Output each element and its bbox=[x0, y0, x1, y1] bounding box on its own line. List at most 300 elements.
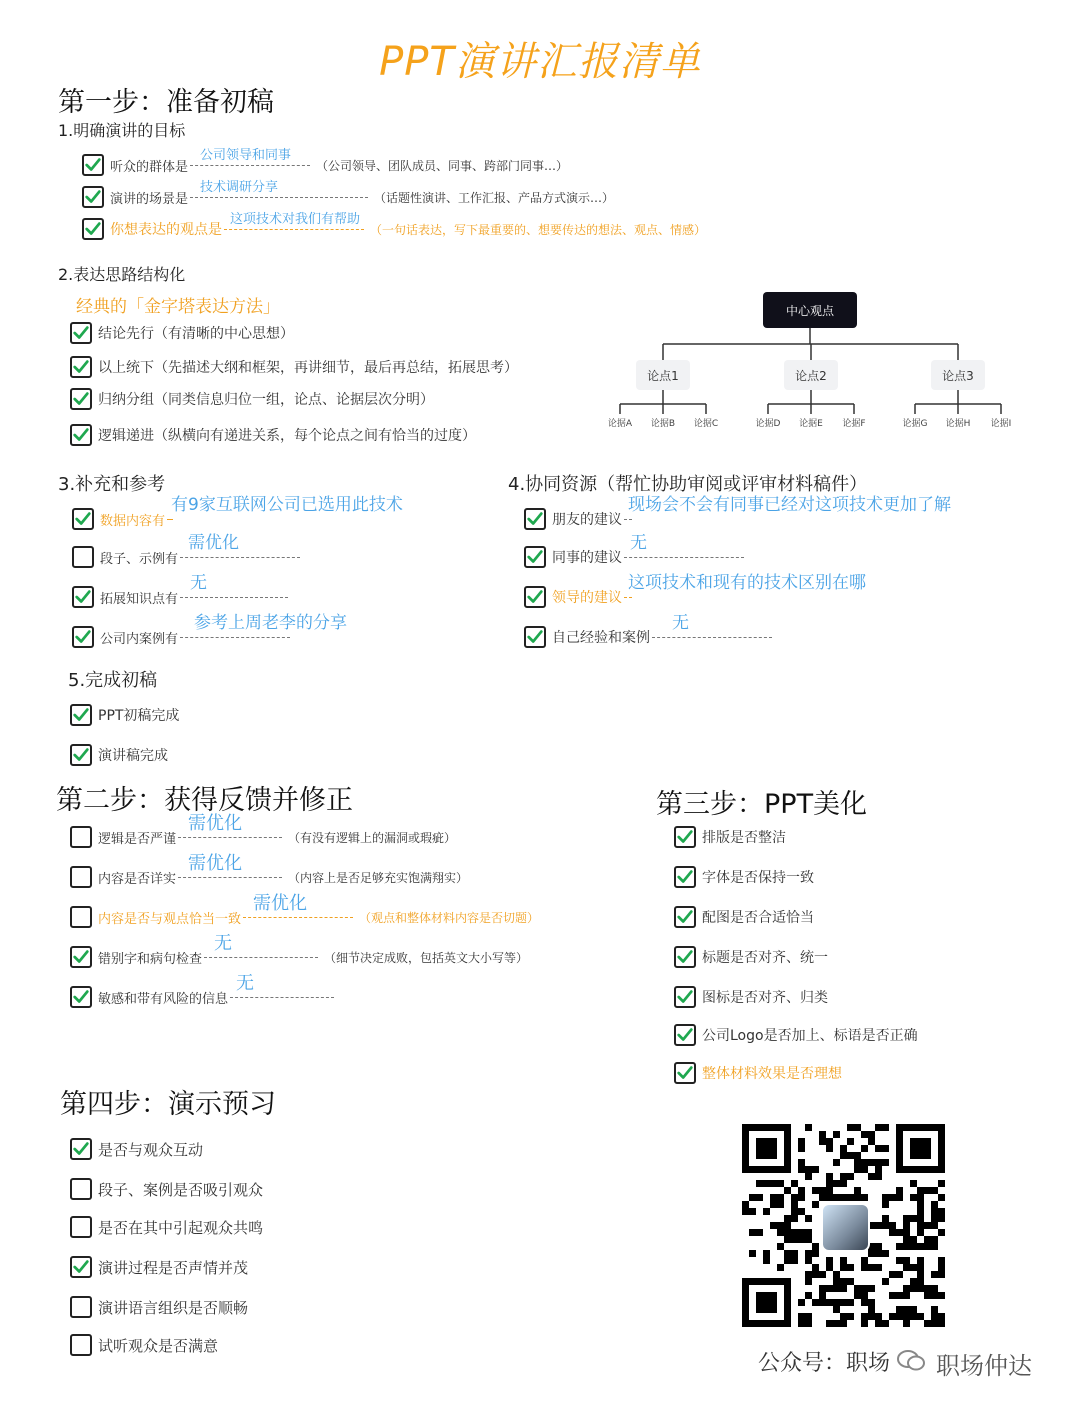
checklist-label: 以上统下（先描述大纲和框架，再讲细节，最后再总结，拓展思考） bbox=[98, 360, 518, 376]
qr-module bbox=[756, 1180, 763, 1187]
qr-module bbox=[917, 1194, 924, 1201]
qr-module bbox=[791, 1208, 798, 1215]
qr-module bbox=[910, 1236, 917, 1243]
qr-module bbox=[861, 1166, 868, 1173]
step4-heading: 第四步：演示预习 bbox=[60, 1089, 276, 1120]
qr-module bbox=[840, 1278, 847, 1285]
checked-checkbox[interactable] bbox=[674, 906, 696, 928]
check-mark-icon bbox=[72, 357, 90, 377]
qr-module bbox=[903, 1320, 910, 1327]
qr-module bbox=[903, 1222, 910, 1229]
qr-module bbox=[861, 1313, 868, 1320]
check-mark-icon bbox=[84, 187, 102, 207]
qr-module bbox=[917, 1222, 924, 1229]
checked-checkbox[interactable] bbox=[70, 322, 92, 344]
qr-module bbox=[896, 1257, 903, 1264]
qr-module bbox=[924, 1320, 931, 1327]
qr-module bbox=[819, 1138, 826, 1145]
checked-checkbox[interactable] bbox=[524, 546, 546, 568]
qr-module bbox=[882, 1215, 889, 1222]
checklist-label: 结论先行（有清晰的中心思想） bbox=[98, 326, 294, 342]
unchecked-checkbox[interactable] bbox=[70, 1296, 92, 1318]
qr-module bbox=[819, 1194, 826, 1201]
qr-module bbox=[917, 1243, 924, 1250]
qr-module bbox=[784, 1222, 791, 1229]
qr-module bbox=[896, 1306, 903, 1313]
qr-module bbox=[763, 1208, 770, 1215]
checklist-row bbox=[70, 1296, 248, 1318]
checklist-row bbox=[674, 866, 814, 888]
qr-module bbox=[910, 1138, 931, 1159]
qr-module bbox=[938, 1320, 945, 1327]
qr-module bbox=[917, 1313, 924, 1320]
fill-in-line bbox=[180, 573, 288, 598]
evidence-leaf: 论据E bbox=[799, 419, 823, 429]
checklist-label: 你想表达的观点是 bbox=[110, 222, 222, 238]
qr-module bbox=[854, 1285, 861, 1292]
handwritten-note: 需优化 bbox=[188, 533, 240, 553]
evidence-leaf: 论据C bbox=[693, 419, 719, 429]
qr-module bbox=[875, 1145, 882, 1152]
qr-module bbox=[826, 1320, 833, 1327]
qr-module bbox=[868, 1285, 875, 1292]
check-mark-icon bbox=[84, 155, 102, 175]
fill-in-line bbox=[178, 813, 282, 838]
check-mark-icon bbox=[72, 1257, 90, 1277]
checklist-row bbox=[674, 1062, 842, 1084]
checklist-row bbox=[70, 1256, 248, 1278]
checked-checkbox[interactable] bbox=[82, 186, 104, 208]
qr-module bbox=[875, 1173, 882, 1180]
qr-module bbox=[805, 1124, 812, 1131]
checked-checkbox[interactable] bbox=[674, 1062, 696, 1084]
check-mark-icon bbox=[72, 987, 90, 1007]
checklist-label: 领导的建议 bbox=[552, 590, 622, 606]
s4-heading: 4.协同资源（帮忙协助审阅或评审材料稿件） bbox=[508, 474, 868, 495]
qr-module bbox=[756, 1292, 777, 1313]
fill-in-line bbox=[178, 853, 282, 878]
qr-module bbox=[784, 1187, 791, 1194]
checklist-row bbox=[82, 180, 615, 208]
qr-module bbox=[805, 1257, 812, 1264]
checklist-row bbox=[70, 813, 457, 848]
qr-module bbox=[840, 1313, 847, 1320]
checklist-row bbox=[82, 212, 707, 240]
qr-module bbox=[882, 1250, 889, 1257]
checked-checkbox[interactable] bbox=[82, 218, 104, 240]
qr-module bbox=[931, 1187, 938, 1194]
qr-module bbox=[931, 1306, 938, 1313]
qr-module bbox=[896, 1271, 903, 1278]
qr-module bbox=[938, 1313, 945, 1320]
qr-module bbox=[847, 1124, 854, 1131]
qr-module bbox=[931, 1215, 938, 1222]
qr-module bbox=[777, 1194, 784, 1201]
checked-checkbox[interactable] bbox=[70, 388, 92, 410]
qr-module bbox=[931, 1285, 938, 1292]
unchecked-checkbox[interactable] bbox=[70, 826, 92, 848]
checklist-row bbox=[70, 1138, 203, 1160]
qr-module bbox=[847, 1173, 854, 1180]
qr-module bbox=[861, 1264, 868, 1271]
qr-module bbox=[917, 1215, 924, 1222]
qr-module bbox=[826, 1180, 833, 1187]
checked-checkbox[interactable] bbox=[82, 154, 104, 176]
qr-module bbox=[798, 1313, 805, 1320]
qr-module bbox=[938, 1215, 945, 1222]
checklist-label: 朋友的建议 bbox=[552, 512, 622, 528]
fill-in-line bbox=[230, 973, 334, 998]
hint-text: （一句话表达，写下最重要的、想要传达的想法、观点、情感） bbox=[370, 222, 707, 237]
qr-module bbox=[882, 1124, 889, 1131]
checklist-row bbox=[70, 933, 529, 968]
checklist-label: 公司Logo是否加上、标语是否正确 bbox=[702, 1028, 918, 1044]
qr-module bbox=[819, 1187, 826, 1194]
checklist-label: 归纳分组（同类信息归位一组，论点、论据层次分明） bbox=[98, 392, 434, 408]
qr-module bbox=[784, 1257, 791, 1264]
qr-module bbox=[826, 1264, 833, 1271]
checklist-row bbox=[70, 1334, 218, 1356]
qr-module bbox=[896, 1194, 903, 1201]
qr-module bbox=[861, 1145, 868, 1152]
evidence-leaf: 论据I bbox=[990, 419, 1012, 429]
unchecked-checkbox[interactable] bbox=[70, 1216, 92, 1238]
check-mark-icon bbox=[526, 509, 544, 529]
qr-module bbox=[938, 1208, 945, 1215]
qr-module bbox=[749, 1250, 756, 1257]
qr-module bbox=[868, 1131, 875, 1138]
hint-text: （话题性演讲、工作汇报、产品方式演示…） bbox=[374, 190, 615, 205]
checked-checkbox[interactable] bbox=[70, 1138, 92, 1160]
qr-module bbox=[840, 1264, 847, 1271]
fill-in-line bbox=[243, 893, 353, 918]
checked-checkbox[interactable] bbox=[70, 1256, 92, 1278]
qr-module bbox=[840, 1257, 847, 1264]
checked-checkbox[interactable] bbox=[674, 866, 696, 888]
qr-module bbox=[840, 1145, 847, 1152]
qr-module bbox=[889, 1313, 896, 1320]
qr-module bbox=[924, 1187, 931, 1194]
qr-module bbox=[826, 1173, 833, 1180]
qr-module bbox=[917, 1278, 924, 1285]
qr-module bbox=[917, 1271, 924, 1278]
checklist-row bbox=[70, 704, 179, 726]
qr-module bbox=[861, 1194, 868, 1201]
qr-module bbox=[826, 1285, 833, 1292]
unchecked-checkbox[interactable] bbox=[70, 906, 92, 928]
qr-module bbox=[868, 1250, 875, 1257]
qr-module bbox=[882, 1222, 889, 1229]
qr-module bbox=[861, 1159, 868, 1166]
qr-module bbox=[931, 1292, 938, 1299]
qr-module bbox=[875, 1159, 882, 1166]
qr-module bbox=[889, 1194, 896, 1201]
check-mark-icon bbox=[526, 627, 544, 647]
checked-checkbox[interactable] bbox=[524, 626, 546, 648]
checklist-row bbox=[524, 613, 774, 648]
qr-module bbox=[833, 1131, 840, 1138]
qr-module bbox=[819, 1131, 826, 1138]
qr-module bbox=[938, 1180, 945, 1187]
handwritten-note: 需优化 bbox=[253, 893, 308, 914]
pyramid-diagram bbox=[600, 290, 1020, 440]
qr-module bbox=[896, 1313, 903, 1320]
s2-heading: 2.表达思路结构化 bbox=[58, 265, 186, 284]
checklist-label: 自己经验和案例 bbox=[552, 630, 650, 646]
checklist-row bbox=[70, 356, 518, 378]
checklist-label: 拓展知识点有 bbox=[100, 591, 179, 607]
qr-module bbox=[819, 1271, 826, 1278]
checklist-row bbox=[70, 853, 469, 888]
qr-module bbox=[812, 1250, 819, 1257]
checklist-row bbox=[70, 893, 540, 928]
qr-module bbox=[798, 1299, 805, 1306]
qr-module bbox=[868, 1138, 875, 1145]
argument-node: 论点2 bbox=[784, 360, 838, 390]
checked-checkbox[interactable] bbox=[524, 586, 546, 608]
qr-module bbox=[819, 1285, 826, 1292]
fill-in-line bbox=[624, 573, 866, 598]
s1-heading: 1.明确演讲的目标 bbox=[58, 121, 186, 140]
qr-module bbox=[889, 1292, 896, 1299]
qr-module bbox=[903, 1313, 910, 1320]
qr-module bbox=[917, 1187, 924, 1194]
qr-module bbox=[791, 1257, 798, 1264]
qr-module bbox=[840, 1152, 847, 1159]
qr-module bbox=[924, 1292, 931, 1299]
check-mark-icon bbox=[676, 947, 694, 967]
qr-module bbox=[812, 1264, 819, 1271]
qr-module bbox=[805, 1236, 812, 1243]
qr-module bbox=[805, 1173, 812, 1180]
qr-module bbox=[812, 1243, 819, 1250]
fill-in-line bbox=[624, 495, 951, 520]
qr-module bbox=[917, 1201, 924, 1208]
qr-module bbox=[833, 1194, 840, 1201]
avatar bbox=[821, 1203, 870, 1252]
qr-module bbox=[903, 1292, 910, 1299]
qr-module bbox=[868, 1299, 875, 1306]
check-mark-icon bbox=[74, 627, 92, 647]
qr-module bbox=[798, 1138, 805, 1145]
qr-module bbox=[938, 1194, 945, 1201]
qr-module bbox=[833, 1299, 840, 1306]
handwritten-note: 无 bbox=[672, 613, 689, 633]
qr-module bbox=[896, 1292, 903, 1299]
argument-node: 论点1 bbox=[636, 360, 690, 390]
qr-module bbox=[896, 1187, 903, 1194]
qr-module bbox=[861, 1299, 868, 1306]
qr-module bbox=[889, 1229, 896, 1236]
checklist-label: 内容是否详实 bbox=[98, 871, 177, 887]
qr-module bbox=[833, 1306, 840, 1313]
handwritten-note: 无 bbox=[190, 573, 208, 593]
checklist-label: 错别字和病句检查 bbox=[98, 951, 203, 967]
qr-module bbox=[840, 1299, 847, 1306]
evidence-leaf: 论据H bbox=[945, 419, 971, 429]
qr-module bbox=[756, 1138, 777, 1159]
check-mark-icon bbox=[676, 907, 694, 927]
handwritten-note: 需优化 bbox=[188, 853, 243, 874]
checklist-row bbox=[70, 388, 434, 410]
check-mark-icon bbox=[676, 1025, 694, 1045]
unchecked-checkbox[interactable] bbox=[72, 546, 94, 568]
qr-module bbox=[910, 1285, 917, 1292]
qr-module bbox=[910, 1306, 917, 1313]
qr-module bbox=[805, 1278, 812, 1285]
checklist-row bbox=[674, 986, 828, 1008]
qr-module bbox=[826, 1257, 833, 1264]
evidence-leaf: 论据F bbox=[842, 419, 866, 429]
step1-heading: 第一步：准备初稿 bbox=[58, 87, 274, 118]
qr-module bbox=[819, 1292, 826, 1299]
checklist-label: 演讲的场景是 bbox=[110, 191, 189, 207]
unchecked-checkbox[interactable] bbox=[70, 1178, 92, 1200]
fill-in-line bbox=[204, 933, 318, 958]
checked-checkbox[interactable] bbox=[72, 586, 94, 608]
qr-module bbox=[938, 1264, 945, 1271]
qr-module bbox=[791, 1180, 798, 1187]
checklist-row bbox=[70, 322, 294, 344]
check-mark-icon bbox=[72, 705, 90, 725]
qr-module bbox=[931, 1222, 938, 1229]
handwritten-note: 这项技术和现有的技术区别在哪 bbox=[628, 573, 866, 593]
qr-module bbox=[917, 1208, 924, 1215]
checklist-label: 字体是否保持一致 bbox=[702, 870, 814, 886]
check-mark-icon bbox=[72, 745, 90, 765]
checklist-label: 演讲过程是否声情并茂 bbox=[98, 1258, 249, 1277]
qr-module bbox=[854, 1152, 861, 1159]
check-mark-icon bbox=[84, 219, 102, 239]
checked-checkbox[interactable] bbox=[70, 424, 92, 446]
checked-checkbox[interactable] bbox=[524, 508, 546, 530]
qr-module bbox=[896, 1243, 903, 1250]
qr-module bbox=[924, 1243, 931, 1250]
check-mark-icon bbox=[526, 547, 544, 567]
checklist-label: 同事的建议 bbox=[552, 550, 622, 566]
qr-module bbox=[889, 1222, 896, 1229]
qr-module bbox=[875, 1313, 882, 1320]
check-mark-icon bbox=[72, 947, 90, 967]
qr-module bbox=[847, 1313, 854, 1320]
unchecked-checkbox[interactable] bbox=[70, 1334, 92, 1356]
checked-checkbox[interactable] bbox=[72, 626, 94, 648]
qr-code bbox=[742, 1124, 954, 1330]
qr-module bbox=[812, 1166, 819, 1173]
qr-module bbox=[931, 1271, 938, 1278]
check-mark-icon bbox=[74, 587, 92, 607]
qr-module bbox=[805, 1292, 812, 1299]
qr-module bbox=[847, 1194, 854, 1201]
watermark: 职场仲达 bbox=[936, 1352, 1032, 1380]
checked-checkbox[interactable] bbox=[70, 704, 92, 726]
checklist-row bbox=[524, 495, 951, 530]
checked-checkbox[interactable] bbox=[674, 986, 696, 1008]
qr-module bbox=[840, 1173, 847, 1180]
handwritten-note: 无 bbox=[214, 933, 233, 954]
qr-module bbox=[833, 1271, 840, 1278]
wechat-icon bbox=[896, 1348, 926, 1372]
hint-text: （内容上是否足够充实饱满翔实） bbox=[288, 870, 469, 885]
checklist-row bbox=[524, 533, 746, 568]
checked-checkbox[interactable] bbox=[70, 946, 92, 968]
qr-module bbox=[777, 1201, 784, 1208]
qr-module bbox=[770, 1194, 777, 1201]
checklist-row bbox=[72, 533, 302, 568]
s2-subheading: 经典的「金字塔表达方法」 bbox=[76, 297, 280, 317]
step2-heading: 第二步：获得反馈并修正 bbox=[56, 785, 353, 816]
checklist-label: 试听观众是否满意 bbox=[98, 1336, 219, 1355]
qr-module bbox=[791, 1236, 798, 1243]
qr-module bbox=[805, 1215, 812, 1222]
qr-module bbox=[798, 1145, 805, 1152]
qr-module bbox=[749, 1194, 756, 1201]
checked-checkbox[interactable] bbox=[70, 744, 92, 766]
qr-module bbox=[784, 1229, 791, 1236]
checked-checkbox[interactable] bbox=[70, 356, 92, 378]
evidence-leaf: 论据A bbox=[607, 419, 633, 429]
check-mark-icon bbox=[676, 987, 694, 1007]
qr-module bbox=[882, 1201, 889, 1208]
check-mark-icon bbox=[676, 827, 694, 847]
qr-module bbox=[805, 1166, 812, 1173]
checked-checkbox[interactable] bbox=[674, 946, 696, 968]
checklist-label: 逻辑是否严谨 bbox=[98, 831, 177, 847]
qr-module bbox=[840, 1180, 847, 1187]
qr-module bbox=[903, 1229, 910, 1236]
checklist-label: 整体材料效果是否理想 bbox=[702, 1066, 842, 1082]
qr-module bbox=[910, 1264, 917, 1271]
fill-in-line bbox=[167, 495, 403, 520]
checked-checkbox[interactable] bbox=[674, 826, 696, 848]
unchecked-checkbox[interactable] bbox=[70, 866, 92, 888]
checklist-label: 公司内案例有 bbox=[100, 631, 179, 647]
checklist-row bbox=[70, 424, 476, 446]
qr-module bbox=[847, 1152, 854, 1159]
qr-module bbox=[903, 1264, 910, 1271]
s5-heading: 5.完成初稿 bbox=[68, 670, 158, 691]
checked-checkbox[interactable] bbox=[70, 986, 92, 1008]
checklist-row bbox=[674, 1024, 918, 1046]
checked-checkbox[interactable] bbox=[674, 1024, 696, 1046]
qr-module bbox=[833, 1180, 840, 1187]
check-mark-icon bbox=[74, 509, 92, 529]
qr-module bbox=[917, 1285, 924, 1292]
qr-module bbox=[882, 1159, 889, 1166]
qr-module bbox=[826, 1299, 833, 1306]
qr-module bbox=[847, 1138, 854, 1145]
fill-in-line bbox=[652, 613, 772, 638]
qr-module bbox=[805, 1250, 812, 1257]
qr-module bbox=[798, 1194, 805, 1201]
qr-module bbox=[896, 1229, 903, 1236]
checked-checkbox[interactable] bbox=[72, 508, 94, 530]
qr-module bbox=[910, 1180, 917, 1187]
qr-module bbox=[833, 1278, 840, 1285]
qr-module bbox=[826, 1187, 833, 1194]
qr-module bbox=[882, 1194, 889, 1201]
qr-module bbox=[854, 1124, 861, 1131]
checklist-label: 数据内容有 bbox=[100, 513, 166, 529]
qr-module bbox=[910, 1215, 917, 1222]
qr-module bbox=[833, 1159, 840, 1166]
qr-module bbox=[882, 1278, 889, 1285]
qr-module bbox=[791, 1229, 798, 1236]
qr-module bbox=[777, 1229, 784, 1236]
handwritten-note: 现场会不会有同事已经对这项技术更加了解 bbox=[628, 495, 951, 515]
qr-module bbox=[826, 1138, 833, 1145]
qr-module bbox=[854, 1292, 861, 1299]
